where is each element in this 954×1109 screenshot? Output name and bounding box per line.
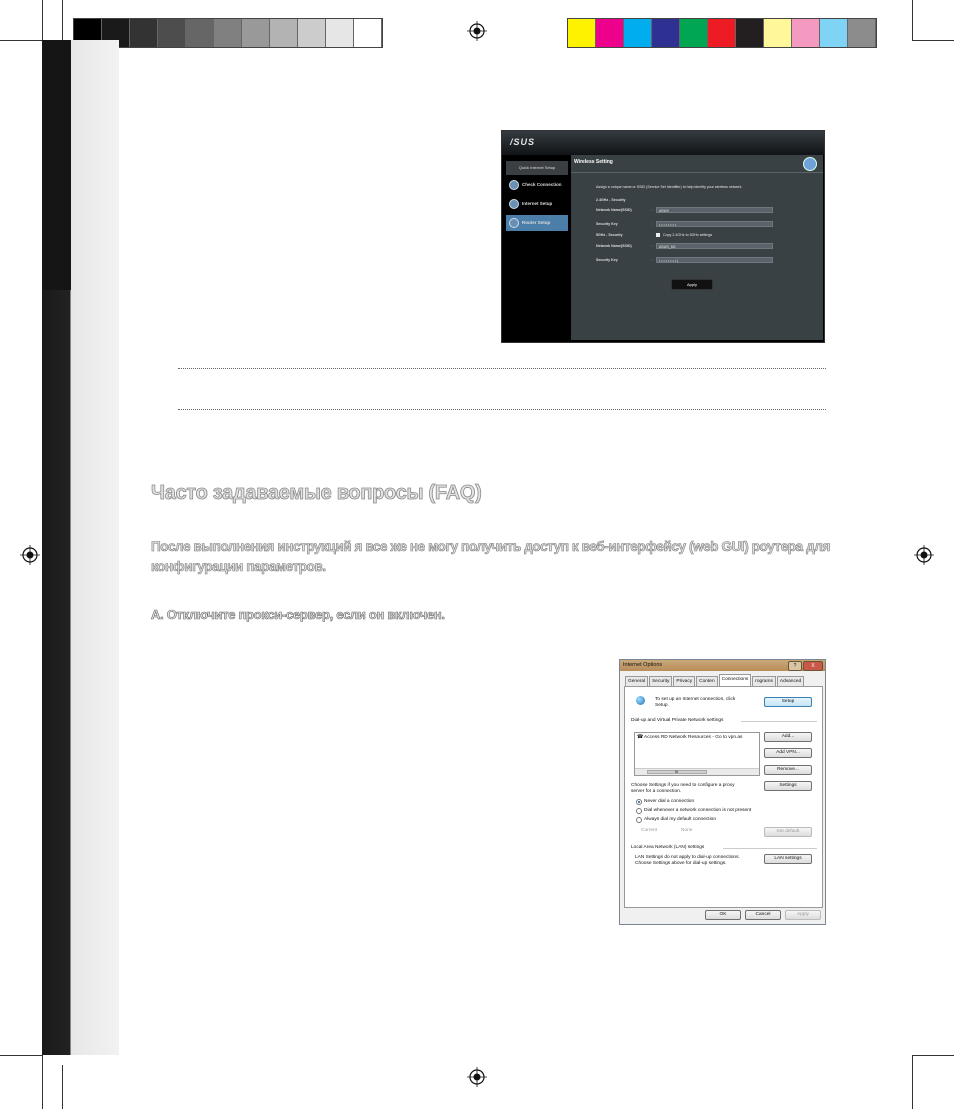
page-side-tab bbox=[42, 40, 119, 1055]
ssid-5-label: Network Name(SSID) bbox=[596, 244, 632, 248]
crop-mark bbox=[42, 1055, 43, 1109]
router-header-bar bbox=[502, 131, 824, 155]
lan-text-2: Choose Settings above for dial-up settings. bbox=[635, 861, 727, 866]
globe-icon bbox=[636, 696, 645, 705]
registration-mark-icon bbox=[467, 1067, 487, 1087]
radio-dial-when-needed[interactable] bbox=[636, 808, 642, 814]
step-icon bbox=[509, 199, 519, 209]
tab-advanced[interactable]: Advanced bbox=[777, 676, 804, 686]
band-5-label: 5GHz - Security bbox=[596, 233, 623, 237]
horizontal-scrollbar[interactable]: III bbox=[635, 768, 759, 775]
key-24-label: Security Key bbox=[596, 222, 618, 226]
current-value: None bbox=[681, 828, 693, 833]
gray-swatch bbox=[270, 19, 298, 47]
gray-swatch bbox=[242, 19, 270, 47]
home-icon[interactable] bbox=[803, 157, 817, 171]
color-swatch bbox=[792, 19, 820, 47]
current-label: Current bbox=[641, 828, 657, 833]
color-swatch bbox=[764, 19, 792, 47]
color-swatch bbox=[736, 19, 764, 47]
registration-mark-icon bbox=[914, 545, 934, 565]
dialog-title: Internet Options bbox=[623, 662, 663, 668]
divider bbox=[178, 368, 826, 369]
gray-swatch bbox=[186, 19, 214, 47]
gray-swatch bbox=[326, 19, 354, 47]
grayscale-calibration-bar bbox=[73, 18, 383, 48]
ssid-24-input[interactable]: ASUS bbox=[656, 207, 773, 213]
color-swatch bbox=[568, 19, 596, 47]
crop-mark bbox=[912, 1055, 913, 1109]
crop-mark bbox=[0, 40, 42, 41]
step-icon bbox=[509, 180, 519, 190]
settings-button[interactable]: Settings bbox=[764, 781, 812, 791]
dialup-header: Dial-up and Virtual Private Network settings bbox=[631, 718, 724, 723]
crop-mark bbox=[0, 1055, 42, 1056]
gray-swatch bbox=[354, 19, 382, 47]
setup-button[interactable]: Setup bbox=[764, 697, 812, 707]
tab-security[interactable]: Security bbox=[649, 676, 672, 686]
sidebar-item-check-connection[interactable]: Check Connection bbox=[506, 177, 568, 193]
key-5-label: Security Key bbox=[596, 258, 618, 262]
color-calibration-bar bbox=[567, 18, 877, 48]
radio-label: Never dial a connection bbox=[644, 799, 695, 804]
color-swatch bbox=[652, 19, 680, 47]
apply-dialog-button[interactable]: Apply bbox=[785, 910, 821, 920]
close-button[interactable]: X bbox=[803, 661, 823, 671]
dialog-titlebar bbox=[620, 660, 825, 671]
router-setup-screenshot bbox=[501, 130, 825, 343]
crop-mark bbox=[912, 1055, 954, 1056]
router-sidebar-header: Quick Internet Setup bbox=[506, 161, 568, 175]
faq-answer-a: A. Отключите прокси-сервер, если он включен. bbox=[151, 607, 445, 622]
gray-swatch bbox=[130, 19, 158, 47]
asus-logo: /SUS bbox=[510, 137, 536, 147]
lan-header: Local Area Network (LAN) settings bbox=[631, 845, 705, 850]
tab-rograms[interactable]: rograms bbox=[752, 676, 776, 686]
tab-connections[interactable]: Connections bbox=[719, 674, 752, 686]
apply-button[interactable]: Apply bbox=[671, 279, 713, 290]
crop-mark bbox=[912, 0, 913, 40]
color-swatch bbox=[820, 19, 848, 47]
panel-title: Wireless Setting bbox=[574, 159, 613, 165]
radio-label: Dial whenever a network connection is not present bbox=[644, 808, 752, 813]
help-button[interactable]: ? bbox=[788, 661, 802, 671]
gray-swatch bbox=[298, 19, 326, 47]
crop-mark bbox=[912, 40, 954, 41]
wireless-setting-panel: Wireless Setting Assign a unique name or SSID (Service Set Identifier) to help identify your wireless network. 2.4GHz - Security Network Name(SSID) : ASUS Security Key : • • • • • • • • 5GHz - Security Copy 2.4GHz to 5GHz settings Network Name(SSID) : ASUS_5G Security Key : • • • • • • • • | Apply bbox=[571, 155, 823, 340]
dialog-tabs bbox=[625, 676, 805, 686]
faq-question: После выполнения инструкций я все же не могу получить доступ к веб-интерфейсу (web GUI) роутера для конфигурации параметров. bbox=[151, 539, 830, 574]
set-default-button[interactable]: Set default bbox=[764, 827, 812, 837]
lan-text: LAN Settings do not apply to dial-up connections. bbox=[635, 855, 740, 860]
gray-swatch bbox=[214, 19, 242, 47]
crop-mark bbox=[62, 0, 63, 40]
radio-never-dial[interactable] bbox=[636, 799, 642, 805]
color-swatch bbox=[596, 19, 624, 47]
color-swatch bbox=[680, 19, 708, 47]
step-icon bbox=[509, 218, 519, 228]
copy-settings-label: Copy 2.4GHz to 5GHz settings bbox=[663, 233, 713, 237]
list-item[interactable]: ☎ Access RD Network Resources - Go to vpn.as bbox=[637, 735, 743, 740]
crop-mark bbox=[62, 1065, 63, 1109]
color-swatch bbox=[848, 19, 876, 47]
ssid-5-input[interactable]: ASUS_5G bbox=[656, 243, 773, 249]
instruction-text: Assign a unique name or SSID (Service Set Identifier) to help identify your wireless network. bbox=[596, 185, 743, 189]
proxy-text-2: server for a connection. bbox=[631, 789, 682, 794]
key-24-input[interactable]: • • • • • • • • bbox=[656, 221, 773, 227]
key-5-input[interactable]: • • • • • • • • | bbox=[656, 257, 773, 263]
gray-swatch bbox=[158, 19, 186, 47]
lan-settings-button[interactable]: LAN settings bbox=[764, 854, 812, 864]
setup-text: To set up an Internet connection, click bbox=[655, 697, 736, 702]
registration-mark-icon bbox=[20, 545, 40, 565]
radio-always-dial[interactable] bbox=[636, 817, 642, 823]
setup-text-2: Setup. bbox=[655, 703, 669, 708]
router-sidebar bbox=[506, 161, 568, 225]
add-button[interactable]: Add... bbox=[764, 732, 812, 742]
vpn-connection-icon: ☎ bbox=[637, 735, 645, 740]
color-swatch bbox=[708, 19, 736, 47]
connections-tab-panel bbox=[624, 686, 823, 908]
ssid-24-label: Network Name(SSID) bbox=[596, 208, 632, 212]
tab-general[interactable]: General bbox=[625, 676, 648, 686]
color-swatch bbox=[624, 19, 652, 47]
tab-conten[interactable]: Conten bbox=[696, 676, 717, 686]
sidebar-item-router-setup[interactable]: Router Setup bbox=[506, 215, 568, 231]
vpn-connection-list[interactable] bbox=[634, 732, 760, 776]
radio-label: Always dial my default connection bbox=[644, 817, 716, 822]
ok-button[interactable]: OK bbox=[705, 910, 741, 920]
remove-button[interactable]: Remove... bbox=[764, 765, 812, 775]
proxy-text: Choose Settings if you need to configure a proxy bbox=[631, 783, 735, 788]
registration-mark-icon bbox=[467, 21, 487, 41]
cancel-button[interactable]: Cancel bbox=[745, 910, 781, 920]
faq-heading: Часто задаваемые вопросы (FAQ) bbox=[151, 482, 482, 504]
crop-mark bbox=[42, 0, 43, 40]
add-vpn-button[interactable]: Add VPN... bbox=[764, 748, 812, 758]
copy-settings-checkbox[interactable] bbox=[656, 233, 660, 237]
sidebar-item-internet-setup[interactable]: Internet Setup bbox=[506, 196, 568, 212]
tab-privacy[interactable]: Privacy bbox=[673, 676, 695, 686]
internet-options-dialog bbox=[619, 659, 826, 925]
divider bbox=[178, 409, 826, 410]
band-24-label: 2.4GHz - Security bbox=[596, 198, 626, 202]
